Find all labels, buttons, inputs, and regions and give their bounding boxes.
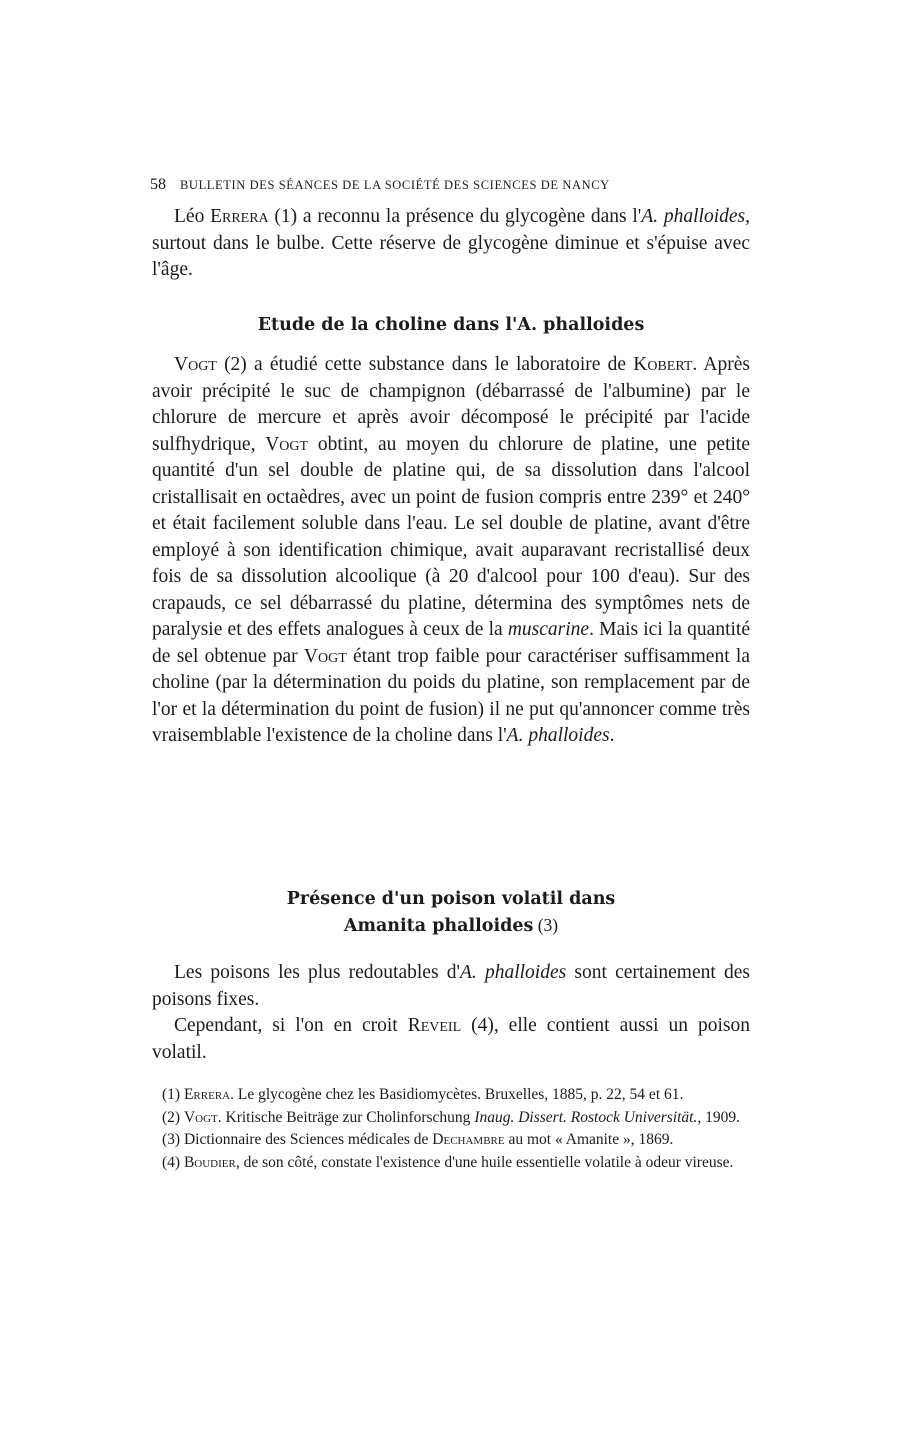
running-title: BULLETIN DES SÉANCES DE LA SOCIÉTÉ DES SCIENCES DE NANCY — [180, 178, 610, 192]
species-name: A. phalloides — [460, 962, 567, 983]
author-name: Reveil — [407, 1015, 462, 1036]
footnote: (3) Dictionnaire des Sciences médicales de Dechambre au mot « Amanite », 1869. — [162, 1131, 674, 1148]
paragraph-poisons-fixes: Les poisons les plus redoutables d'A. phalloides sont certainement des poisons fixes. Cependant, si l'on en croit Reveil (4), elle contient aussi un poison volatil. — [152, 960, 750, 1066]
section-heading-choline: Etude de la choline dans l'A. phalloides — [257, 315, 645, 335]
paragraph-reveil: Cependant, si l'on en croit Reveil (4), elle contient aussi un poison volatil. — [152, 1015, 751, 1063]
footnote: (4) Boudier, de son côté, constate l'existence d'une huile essentielle volatile à odeur vireuse. — [162, 1153, 734, 1171]
paragraph-glycogene: Léo Errera (1) a reconnu la présence du glycogène dans l'A. phalloides, surtout dans le bulbe. Cette réserve de glycogène diminue et s'épuise avec l'âge. — [152, 206, 750, 280]
italic-term: muscarine — [507, 619, 590, 640]
paragraph-vogt: Vogt (2) a étudié cette substance dans le laboratoire de Kobert. Après avoir précipité le suc de champignon (débarrassé de l'albumine) par le chlorure de mercure et après avoir décomposé le précipité par l'acide sulfhydrique, Vogt obtint, au moyen du chlorure de platine, une petite quantité d'un sel double de platine qui, de sa dissolution dans l'alcool cristallisait en octaèdres, avec un point de fusion compris entre 239° et 240° et était facilement soluble dans l'eau. Le sel double de platine, avant d'être employé à son identification chimique, avait auparavant recristallisé deux fois de sa dissolution alcoolique (à 20 d'alcool pour 100 d'eau). Sur des crapauds, ce sel débarrassé du platine, détermina des symptômes nets de paralysie et des effets analogues à ceux de la muscarine. Mais ici la quantité de sel obtenue par Vogt étant trop faible pour caractériser suffisamment la choline (par la détermination du poids du platine, son remplacement par de l'or et la détermination du point de fusion) il ne put qu'annoncer comme très vraisemblable l'existence de la choline dans l'A. phalloides. — [152, 354, 750, 746]
author-name: Vogt — [174, 354, 217, 375]
page-number: 58 — [150, 176, 166, 193]
footnotes — [152, 1086, 750, 1176]
species-name: A. phalloides — [641, 206, 746, 227]
author-name: Vogt — [303, 645, 347, 667]
footnote: (2) Vogt. Kritische Beiträge zur Cholinforschung Inaug. Dissert. Rostock Universität., 1909. — [162, 1108, 740, 1126]
author-name: Errera — [210, 206, 269, 227]
section-heading-poison: Présence d'un poison volatil dans Amanita phalloides (3) — [286, 889, 616, 936]
author-name: Vogt — [265, 433, 309, 455]
running-header — [150, 176, 750, 194]
author-name: Kobert — [633, 354, 693, 375]
species-name: A. phalloides — [506, 725, 610, 746]
footnote: (1) Errera. Le glycogène chez les Basidiomycètes. Bruxelles, 1885, p. 22, 54 et 61. — [162, 1086, 684, 1103]
